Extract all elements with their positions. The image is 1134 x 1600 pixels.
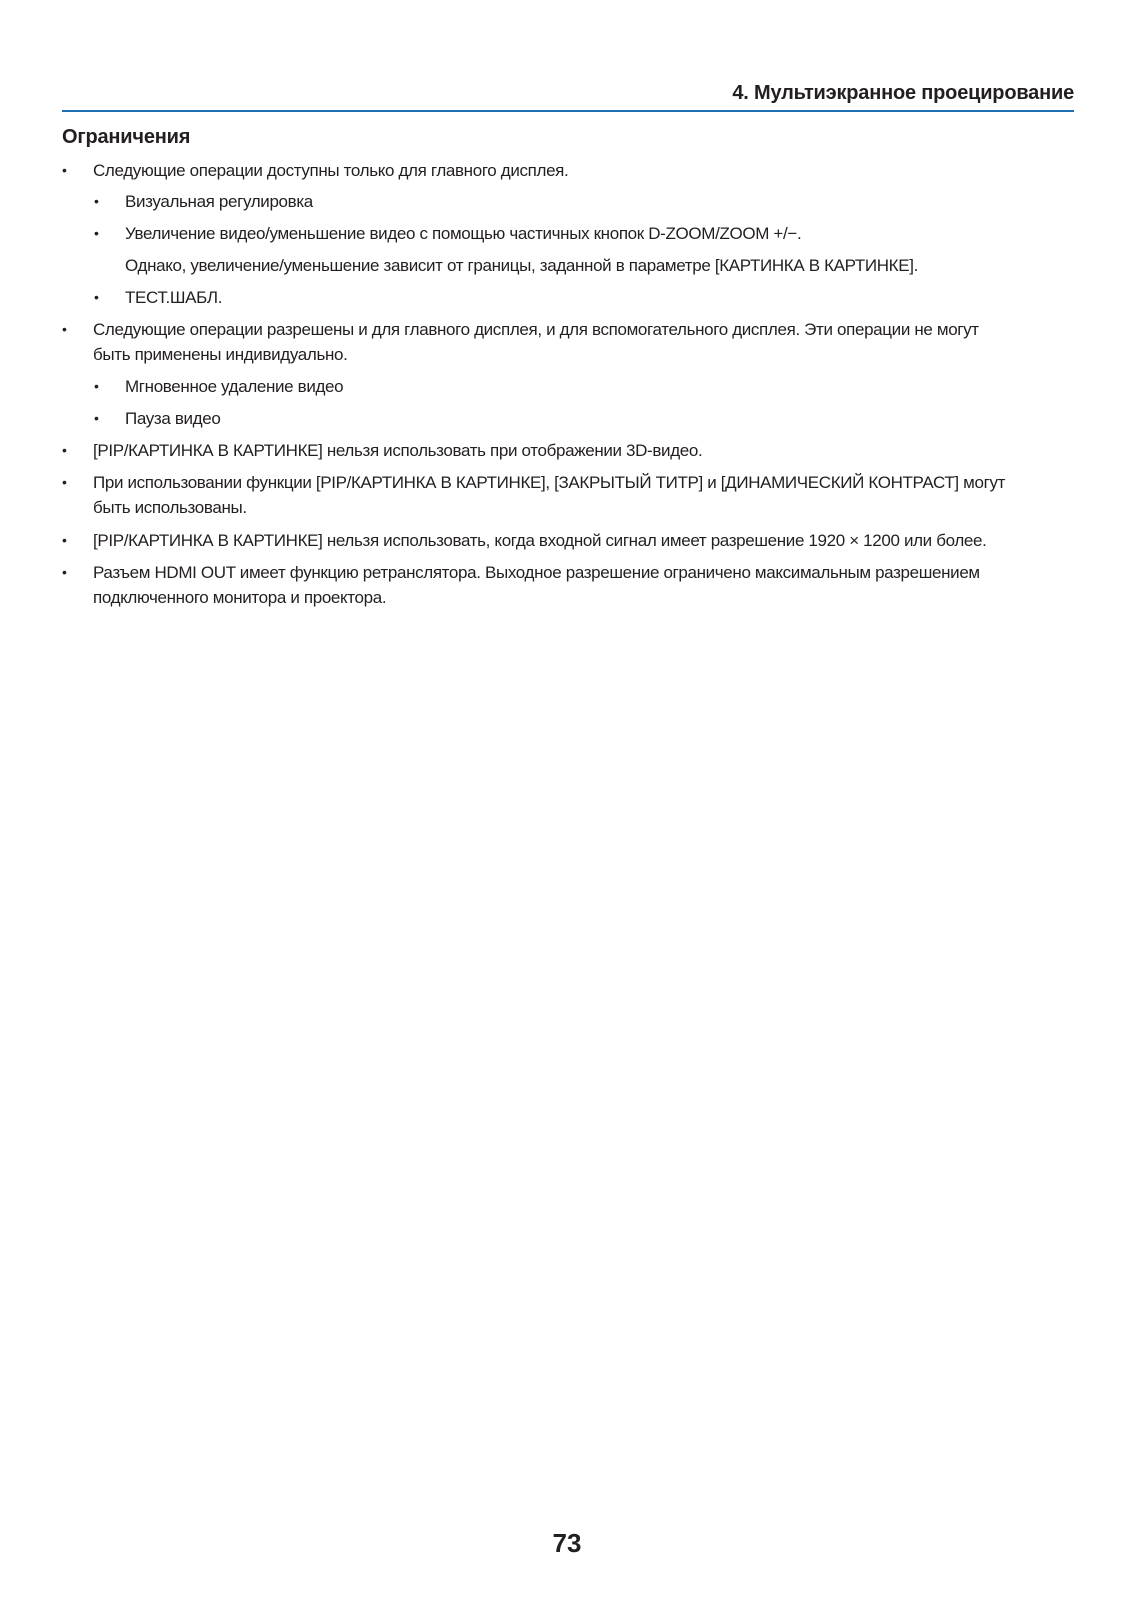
list-item-text: Однако, увеличение/уменьшение зависит от границы, заданной в параметре [КАРТИНКА В КАРТИНКЕ]. [125,256,918,275]
bullet-icon: • [62,564,67,580]
list-item-text: Разъем HDMI OUT имеет функцию ретранслятора. Выходное разрешение ограничено максимальным разрешением [93,563,980,582]
note-text [125,253,918,278]
header-rule [62,110,1074,112]
sub-list-item [94,374,343,399]
bullet-icon: • [94,225,99,241]
sub-list-item [94,221,801,246]
list-item [62,317,979,367]
list-item-text: ТЕСТ.ШАБЛ. [125,288,223,307]
list-item-text: [PIP/КАРТИНКА В КАРТИНКЕ] нельзя использовать, когда входной сигнал имеет разрешение 1920 × 1200 или более. [93,531,987,550]
list-item-text: Пауза видео [125,409,221,428]
sub-list-item [94,406,220,431]
bullet-icon: • [62,321,67,337]
list-item-text: Следующие операции доступны только для главного дисплея. [93,161,569,180]
list-item-text: Визуальная регулировка [125,192,313,211]
list-item [62,470,1005,520]
page-header [62,82,1074,112]
bullet-icon: • [62,532,67,548]
list-item [62,438,702,463]
bullet-icon: • [62,442,67,458]
bullet-icon: • [94,193,99,209]
sub-list-item [94,189,313,214]
bullet-icon: • [62,162,67,178]
section-title: Ограничения [62,126,191,148]
bullet-icon: • [62,474,67,490]
chapter-title: 4. Мультиэкранное проецирование [732,82,1074,104]
list-item-text-continued: быть использованы. [93,498,247,517]
list-item-text: Мгновенное удаление видео [125,377,344,396]
list-item-text: Следующие операции разрешены и для главного дисплея, и для вспомогательного дисплея. Эти операции не могут [93,320,979,339]
list-item-text: [PIP/КАРТИНКА В КАРТИНКЕ] нельзя использовать при отображении 3D-видео. [93,441,703,460]
page-number: 73 [552,1528,582,1558]
list-item-text-continued: быть применены индивидуально. [93,345,348,364]
sub-list-item [94,285,222,310]
bullet-icon: • [94,289,99,305]
list-item [62,158,568,183]
list-item-text: Увеличение видео/уменьшение видео с помощью частичных кнопок D-ZOOM/ZOOM +/−. [125,224,802,243]
list-item-text-continued: подключенного монитора и проектора. [93,588,387,607]
list-item [62,528,986,553]
bullet-icon: • [94,410,99,426]
list-item-text: При использовании функции [PIP/КАРТИНКА В КАРТИНКЕ], [ЗАКРЫТЫЙ ТИТР] и [ДИНАМИЧЕСКИЙ КОНТРАСТ] могут [93,473,1006,492]
bullet-icon: • [94,378,99,394]
list-item [62,560,980,610]
